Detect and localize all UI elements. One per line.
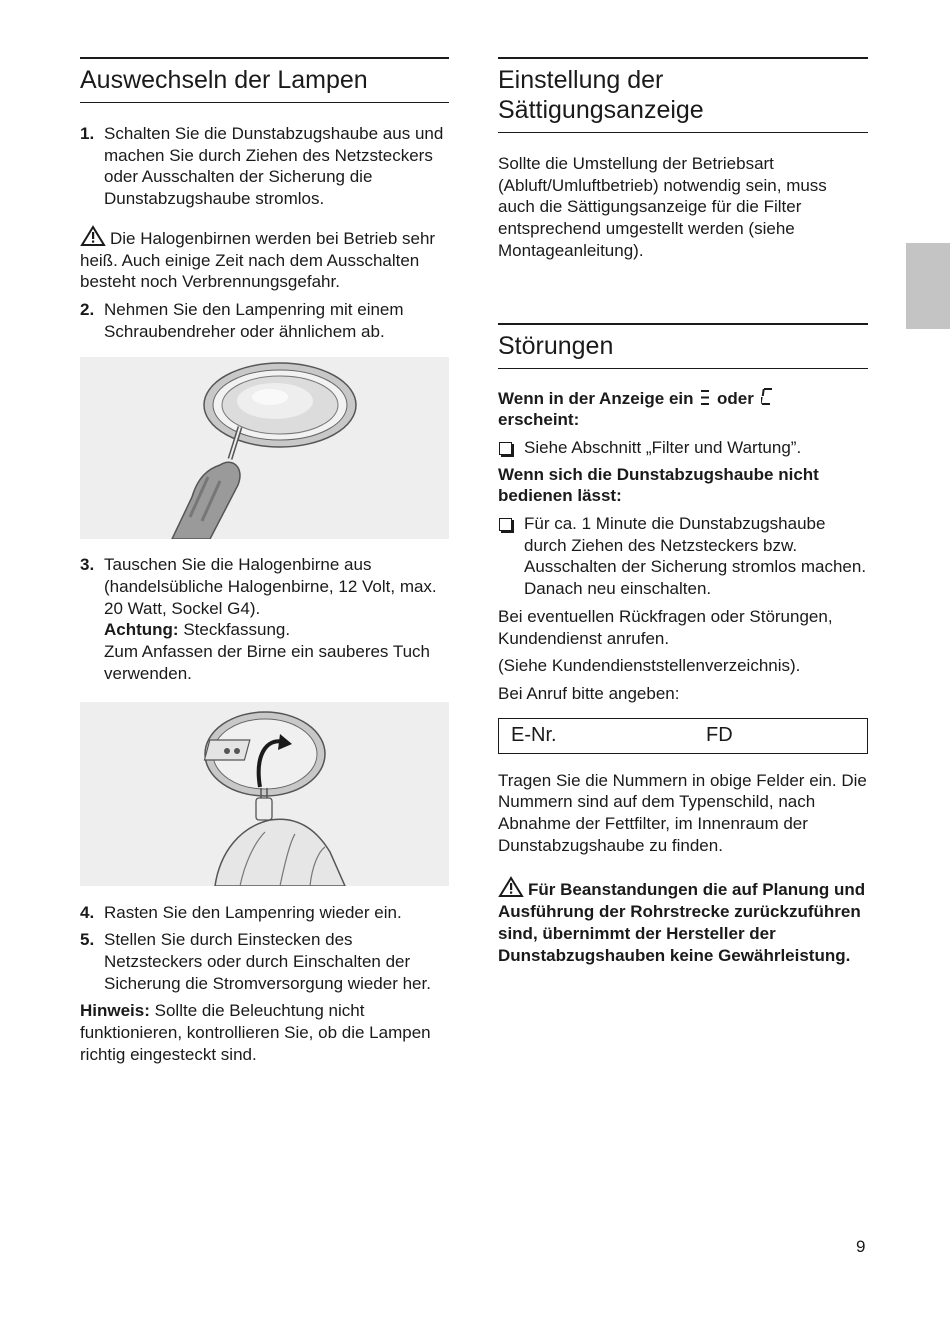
- step-5: [80, 929, 449, 994]
- step-text: Rasten Sie den Lampenring wieder ein.: [104, 902, 402, 922]
- step-text: Tauschen Sie die Halogenbirne aus (handelsübliche Halogenbirne, 12 Volt, max. 20 Watt, Sockel G4).: [104, 555, 437, 618]
- display-segment-e-icon: [700, 389, 710, 406]
- step-text: Nehmen Sie den Lampenring mit einem Schraubendreher oder ähnlichem ab.: [104, 299, 404, 341]
- illustration-replace-bulb: [80, 702, 449, 886]
- checkbox-icon: [499, 442, 512, 455]
- warning-triangle-icon: [498, 876, 524, 898]
- question-text-3: erscheint:: [498, 410, 580, 430]
- step-number: 4.: [80, 902, 95, 922]
- question-text-1: Wenn in der Anzeige ein: [498, 388, 694, 408]
- warning-liability: [498, 876, 868, 966]
- step-number: 2.: [80, 299, 95, 319]
- steps-list-c: [80, 554, 449, 684]
- section-tab-marker: [906, 243, 950, 329]
- checkbox-icon: [499, 518, 512, 531]
- paragraph-enter-numbers: Tragen Sie die Nummern in obige Felder ein. Die Nummern sind auf dem Typenschild, nach Abnahme der Fettfilter, im Innenraum der Dunstabzugshaube zu finden.: [498, 770, 867, 855]
- answer-text: Siehe Abschnitt „Filter und Wartung”.: [524, 437, 802, 457]
- answer-power-off-item: [498, 513, 868, 600]
- illustration-remove-lamp-ring: [80, 357, 449, 539]
- step-1: [80, 123, 449, 210]
- step-number: 1.: [80, 124, 95, 143]
- warning-triangle-icon: [80, 225, 106, 247]
- step-4: [80, 902, 449, 924]
- enr-label: E-Nr.: [511, 724, 557, 747]
- note-text: Sollte die Beleuchtung nicht funktionieren, kontrollieren Sie, ob die Lampen richtig eingesteckt sind.: [80, 1001, 431, 1064]
- display-segment-c-icon: [761, 387, 772, 406]
- step-text-2: Zum Anfassen der Birne ein sauberes Tuch verwenden.: [104, 642, 431, 683]
- saturation-paragraph: Sollte die Umstellung der Betriebsart (Abluft/Umluftbetrieb) notwendig sein, muss auch die Sättigungsanzeige für die Filter entsprechend umgestellt werden (siehe Montageanleitung).: [498, 154, 827, 260]
- attention-label: Achtung:: [104, 620, 179, 640]
- page-number: 9: [856, 1237, 866, 1256]
- right-column: [498, 57, 868, 966]
- step-text: Stellen Sie durch Einstecken des Netzsteckers oder durch Einschalten der Sicherung die Stromversorgung wieder her.: [104, 930, 431, 993]
- step-3: [80, 554, 449, 684]
- paragraph-customer-service: Bei eventuellen Rückfragen oder Störungen, Kundendienst anrufen.: [498, 606, 833, 648]
- warning-hot-bulbs: [80, 225, 449, 293]
- step-number: 3.: [80, 555, 95, 575]
- step-text: Schalten Sie die Dunstabzugshaube aus und machen Sie durch Ziehen des Netzsteckers oder Ausschalten der Sicherung die Dunstabzugshaube stromlos.: [104, 124, 444, 209]
- question-display-symbols: [498, 387, 868, 431]
- step-2: [80, 299, 449, 342]
- fd-label: FD: [706, 724, 733, 747]
- note-paragraph: [80, 1000, 449, 1065]
- heading-saturation-display: Einstellung der Sättigungsanzeige: [498, 57, 868, 133]
- paragraph-when-calling: Bei Anruf bitte angeben:: [498, 683, 680, 703]
- heading-faults: Störungen: [498, 323, 868, 369]
- answer-filter-item: [498, 437, 868, 459]
- screwdriver-lamp-ring-illustration: [80, 357, 449, 539]
- question-text-2: oder: [717, 388, 754, 408]
- steps-list-d: [80, 902, 449, 995]
- left-column: [80, 57, 449, 1065]
- steps-list-a: [80, 123, 449, 210]
- heading-lamp-replacement: Auswechseln der Lampen: [80, 57, 449, 103]
- steps-list-b: [80, 299, 449, 342]
- step-number: 5.: [80, 930, 95, 950]
- question-not-operable: Wenn sich die Dunstabzugshaube nicht bedienen lässt:: [498, 464, 819, 506]
- answer-text: Für ca. 1 Minute die Dunstabzugshaube durch Ziehen des Netzsteckers bzw. Ausschalten der Sicherung stromlos machen.: [524, 514, 867, 577]
- attention-text: Steckfassung.: [178, 620, 291, 640]
- warning-text: Für Beanstandungen die auf Planung und Ausführung der Rohrstrecke zurückzuführen sind, übernimmt der Hersteller der Dunstabzugshauben keine Gewährleistung.: [498, 880, 866, 965]
- paragraph-service-directory: (Siehe Kundendienststellenverzeichnis).: [498, 656, 801, 676]
- note-label: Hinweis:: [80, 1001, 150, 1021]
- answer-text-2: Danach neu einschalten.: [524, 579, 712, 599]
- hand-bulb-illustration: [80, 702, 449, 886]
- product-number-box: [498, 718, 868, 754]
- warning-text: Die Halogenbirnen werden bei Betrieb sehr heiß. Auch einige Zeit nach dem Ausschalten besteht noch Verbrennungsgefahr.: [80, 228, 436, 292]
